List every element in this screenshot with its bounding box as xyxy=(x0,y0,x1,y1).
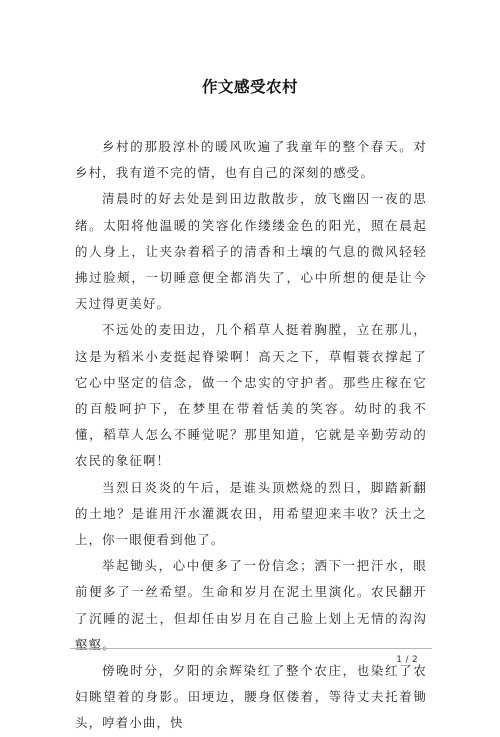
paragraph: 乡村的那股淳朴的暖风吹遍了我童年的整个春天。对乡村，我有道不完的情，也有自己的深刻的感受。 xyxy=(75,139,427,181)
document-body xyxy=(75,134,427,737)
page-number: 1 / 2 xyxy=(396,655,418,665)
paragraph: 傍晚时分，夕阳的余辉染红了整个农庄，也染红了农妇眺望着的身影。田埂边，腰身伛偻着，等待丈夫托着锄头，哼着小曲，快 xyxy=(75,663,427,731)
paragraph: 不远处的麦田边，几个稻草人挺着胸膛，立在那儿，这是为稻米小麦挺起脊梁啊！高天之下，草帽蓑衣撑起了它心中坚定的信念，做一个忠实的守护者。那些庄稼在它的百般呵护下，在梦里在带着恬美的笑容。幼时的我不懂，稻草人怎么不睡觉呢？那里知道，它就是辛勤劳动的农民的象征啊！ xyxy=(75,322,427,469)
paragraph: 当烈日炎炎的午后，是谁头顶燃烧的烈日，脚踏新翻的土地？是谁用汗水灌溉农田，用希望迎来丰收？沃土之上，你一眼便看到他了。 xyxy=(75,479,427,548)
paragraph: 清晨时的好去处是到田边散散步，放飞幽囚一夜的思绪。太阳将他温暖的笑容化作缕缕金色的阳光，照在晨起的人身上，让夹杂着稻子的清香和土壤的气息的微风轻轻拂过脸颊，一切睡意便全都消失了，心中所想的便是让今天过得更美好。 xyxy=(75,191,427,312)
document-title: 作文感受农村 xyxy=(201,78,298,96)
paragraph: 举起锄头，心中便多了一份信念；洒下一把汗水，眼前便多了一丝希望。生命和岁月在泥土里演化。农民翻开了沉睡的泥土，但却任由岁月在自己脸上划上无情的沟沟壑壑。 xyxy=(75,558,427,652)
footer-rule xyxy=(70,648,432,649)
